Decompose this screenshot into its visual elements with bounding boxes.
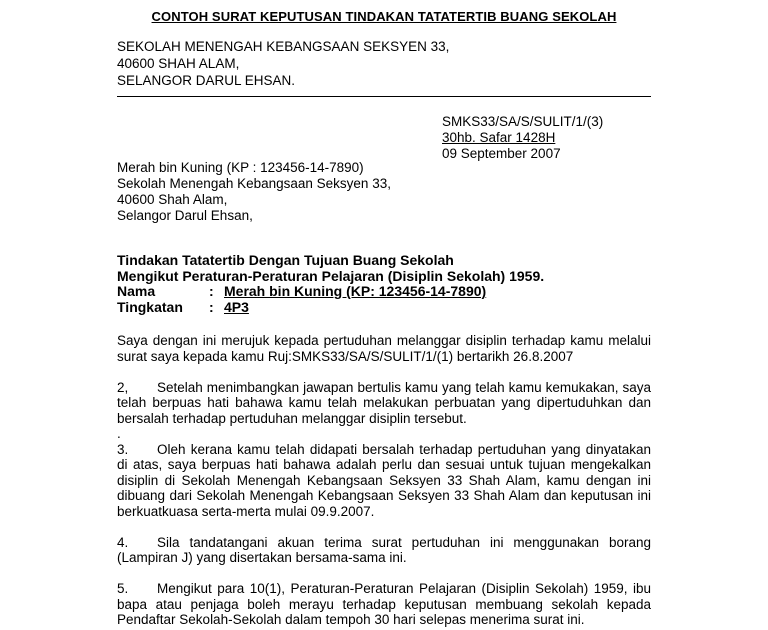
paragraph-text: Sila tandatangani akuan terima surat pertuduhan ini menggunakan borang (Lampiran J) yang disertakan bersama-sama ini. [117,534,651,565]
recipient-line: 40600 Shah Alam, [117,192,228,207]
student-class-row [117,300,544,316]
paragraph-3 [117,442,651,520]
sender-line: 40600 SHAH ALAM, [117,56,240,71]
name-colon: : [209,283,214,299]
recipient-address [117,160,391,224]
class-colon: : [209,298,214,315]
reference-number: SMKS33/SA/S/SULIT/1/(3) [442,114,604,129]
student-class: 4P3 [224,298,249,315]
paragraph-2 [117,380,651,427]
paragraph-text: Oleh kerana kamu telah didapati bersalah terhadap pertuduhan yang dinyatakan di atas, saya berpuas hati bahawa adalah perlu dan sesuai untuk tujuan mengekalkan disiplin di Sekolah Menengah Kebangsaan Seksyen 33 Shah Alam, kamu dengan ini dibuang dari Sekolah Menengah Kebangsaan Seksyen 33 Shah Alam dan keputusan ini berkuatkuasa serta-merta mulai 09.9.2007. [117,441,651,519]
sender-line: SELANGOR DARUL EHSAN. [117,73,296,88]
stray-dot: . [117,426,121,441]
paragraph-number: 5. [117,581,129,596]
paragraph-text: Setelah menimbangkan jawapan bertulis kamu yang telah kamu kemukakan, saya telah berpuas hati bahawa kamu telah melakukan perbuatan yang dipertuduhkan dan bersalah terhadap pertuduhan melanggar disiplin tersebut. [117,379,651,426]
reference-block [442,114,603,162]
paragraph-number: 2, [117,379,129,395]
recipient-line: Merah bin Kuning (KP : 123456-14-7890) [117,160,364,175]
header-divider [117,96,651,97]
class-label: Tingkatan [117,298,183,315]
subject-line: Mengikut Peraturan-Peraturan Pelajaran (Disiplin Sekolah) 1959. [117,267,545,284]
paragraph-5 [117,581,651,628]
paragraph-number: 4. [117,534,129,550]
recipient-line: Selangor Darul Ehsan, [117,208,253,223]
letter-title: CONTOH SURAT KEPUTUSAN TINDAKAN TATATERTIB BUANG SEKOLAH [151,9,617,24]
name-label: Nama [117,283,156,299]
letter-date: 09 September 2007 [442,146,561,161]
student-name-row [117,284,544,300]
paragraph-number: 3. [117,441,129,457]
paragraph-1: Saya dengan ini merujuk kepada pertuduhan melanggar disiplin terhadap kamu melalui surat saya kepada kamu Ruj:SMKS33/SA/S/SULIT/1/(1) bertarikh 26.8.2007 [117,333,651,364]
sender-address [117,38,449,89]
letter-body [117,333,651,628]
sender-line: SEKOLAH MENENGAH KEBANGSAAN SEKSYEN 33, [117,39,450,54]
paragraph-4 [117,535,651,566]
recipient-line: Sekolah Menengah Kebangsaan Seksyen 33, [117,176,391,191]
hijri-date: 30hb. Safar 1428H [442,130,556,145]
subject-line: Tindakan Tatatertib Dengan Tujuan Buang Sekolah [117,252,454,268]
student-name: Merah bin Kuning (KP: 123456-14-7890) [224,283,487,299]
paragraph-text: Mengikut para 10(1), Peraturan-Peraturan Pelajaran (Disiplin Sekolah) 1959, ibu bapa atau penjaga boleh merayu terhadap keputusan membuang sekolah kepada Pendaftar Sekolah-Sekolah dalam tempoh 30 hari selepas menerima surat ini. [117,581,651,627]
subject-block [117,253,544,315]
